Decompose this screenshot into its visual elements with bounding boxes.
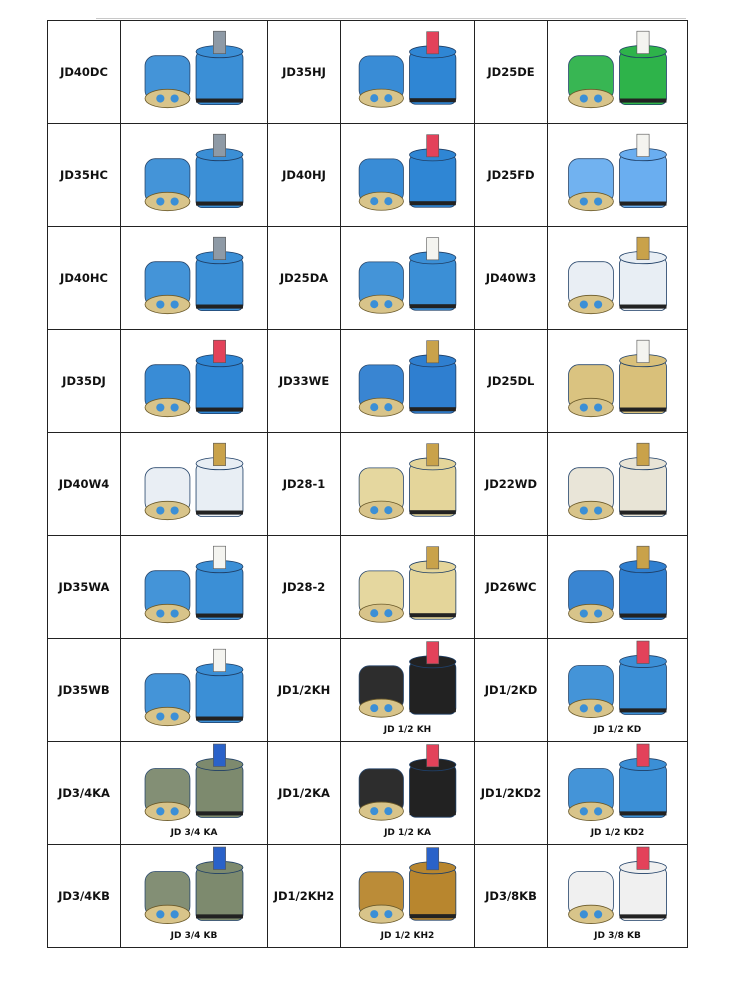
- cartridge-side-view: [196, 744, 243, 817]
- cartridge-photo-cell: [121, 21, 268, 124]
- cartridge-face-view: [569, 571, 614, 623]
- cartridge-face-view: [145, 674, 190, 726]
- cartridge-side-view: [410, 547, 456, 620]
- cartridge-photo: [341, 330, 474, 432]
- cartridge-side-view: [196, 546, 243, 619]
- photo-caption: JD 1/2 KD2: [590, 828, 645, 838]
- model-code: JD40DC: [48, 21, 121, 124]
- cartridge-photo-cell: [548, 536, 688, 639]
- model-code: JD25FD: [475, 124, 548, 227]
- model-code: JD35DJ: [48, 330, 121, 433]
- model-code: JD25DA: [268, 227, 341, 330]
- model-code: JD35HC: [48, 124, 121, 227]
- cartridge-photo: [548, 21, 687, 123]
- model-code: JD33WE: [268, 330, 341, 433]
- cartridge-side-view: [410, 642, 456, 715]
- cartridge-photo-cell: [341, 536, 475, 639]
- cartridge-face-view: [569, 666, 614, 718]
- catalog-row: [48, 639, 688, 742]
- cartridge-photo-cell: [548, 845, 688, 948]
- model-code: JD3/8KB: [475, 845, 548, 948]
- cartridge-face-view: [145, 872, 190, 924]
- model-code: JD3/4KA: [48, 742, 121, 845]
- cartridge-side-view: [410, 341, 456, 414]
- catalog-row: [48, 227, 688, 330]
- cartridge-side-view: [196, 31, 243, 104]
- cartridge-side-view: [620, 847, 667, 920]
- cartridge-side-view: [196, 340, 243, 413]
- catalog-row: [48, 330, 688, 433]
- photo-caption: JD 1/2 KA: [384, 828, 431, 838]
- cartridge-photo: [548, 330, 687, 432]
- cartridge-face-view: [569, 262, 614, 314]
- cartridge-photo-cell: [548, 124, 688, 227]
- cartridge-photo-cell: [341, 330, 475, 433]
- model-code: JD1/2KD2: [475, 742, 548, 845]
- cartridge-photo-cell: [121, 227, 268, 330]
- cartridge-side-view: [410, 848, 456, 921]
- cartridge-photo-cell: [548, 330, 688, 433]
- photo-caption: JD 3/4 KA: [170, 828, 218, 838]
- cartridge-photo: [121, 330, 267, 432]
- model-code: JD25DE: [475, 21, 548, 124]
- cartridge-face-view: [569, 56, 614, 108]
- cartridge-photo: [548, 227, 687, 329]
- model-code: JD40W4: [48, 433, 121, 536]
- catalog-row: [48, 124, 688, 227]
- cartridge-photo-cell: [121, 845, 268, 948]
- cartridge-face-view: [359, 262, 403, 313]
- model-code: JD40HJ: [268, 124, 341, 227]
- catalog-row: [48, 21, 688, 124]
- cartridge-photo-cell: [121, 330, 268, 433]
- cartridge-photo: [341, 433, 474, 535]
- cartridge-photo-cell: [548, 742, 688, 845]
- cartridge-face-view: [569, 872, 614, 924]
- cartridge-face-view: [145, 365, 190, 417]
- cartridge-photo: [121, 536, 267, 638]
- model-code: JD35WA: [48, 536, 121, 639]
- model-code: JD28-1: [268, 433, 341, 536]
- cartridge-side-view: [620, 546, 667, 619]
- cartridge-side-view: [620, 237, 667, 310]
- cartridge-photo: [341, 124, 474, 226]
- cartridge-photo-cell: [121, 536, 268, 639]
- cartridge-side-view: [620, 134, 667, 207]
- model-code: JD28-2: [268, 536, 341, 639]
- cartridge-photo-cell: [121, 742, 268, 845]
- cartridge-side-view: [620, 31, 667, 104]
- cartridge-photo-cell: [341, 742, 475, 845]
- cartridge-photo: [341, 227, 474, 329]
- model-code: JD1/2KA: [268, 742, 341, 845]
- cartridge-side-view: [196, 649, 243, 722]
- cartridge-face-view: [145, 262, 190, 314]
- cartridge-photo-cell: [341, 845, 475, 948]
- cartridge-photo: [121, 639, 267, 741]
- cartridge-photo-cell: [341, 21, 475, 124]
- model-code: JD25DL: [475, 330, 548, 433]
- cartridge-photo-cell: [341, 124, 475, 227]
- cartridge-face-view: [145, 468, 190, 520]
- cartridge-photo: [548, 124, 687, 226]
- photo-caption: JD 1/2 KH: [383, 725, 432, 735]
- photo-caption: JD 1/2 KD: [593, 725, 642, 735]
- cartridge-photo-cell: [121, 433, 268, 536]
- model-code: JD40W3: [475, 227, 548, 330]
- cartridge-face-view: [145, 769, 190, 821]
- model-code: JD22WD: [475, 433, 548, 536]
- model-code: JD40HC: [48, 227, 121, 330]
- cartridge-side-view: [410, 135, 456, 208]
- cartridge-photo-cell: [121, 124, 268, 227]
- cartridge-side-view: [196, 134, 243, 207]
- model-code: JD35WB: [48, 639, 121, 742]
- cartridge-side-view: [620, 744, 667, 817]
- cartridge-face-view: [359, 468, 403, 519]
- cartridge-catalog-table: [47, 20, 688, 948]
- model-code: JD3/4KB: [48, 845, 121, 948]
- cartridge-photo-cell: [341, 433, 475, 536]
- model-code: JD35HJ: [268, 21, 341, 124]
- cartridge-side-view: [196, 237, 243, 310]
- model-code: JD1/2KH: [268, 639, 341, 742]
- cartridge-side-view: [196, 847, 243, 920]
- cartridge-side-view: [196, 443, 243, 516]
- catalog-row: [48, 433, 688, 536]
- cartridge-photo: [121, 21, 267, 123]
- cartridge-face-view: [569, 769, 614, 821]
- cartridge-side-view: [620, 641, 667, 714]
- cartridge-photo: [121, 433, 267, 535]
- catalog-row: [48, 845, 688, 948]
- cartridge-photo: [121, 124, 267, 226]
- cartridge-face-view: [145, 571, 190, 623]
- catalog-row: [48, 536, 688, 639]
- cartridge-face-view: [569, 159, 614, 211]
- cartridge-face-view: [145, 159, 190, 211]
- cartridge-face-view: [359, 769, 403, 820]
- cartridge-side-view: [410, 444, 456, 517]
- cartridge-face-view: [359, 571, 403, 622]
- cartridge-photo: [341, 536, 474, 638]
- cartridge-face-view: [145, 56, 190, 108]
- cartridge-face-view: [569, 468, 614, 520]
- cartridge-face-view: [359, 365, 403, 416]
- cartridge-photo-cell: [548, 227, 688, 330]
- cartridge-face-view: [569, 365, 614, 417]
- cartridge-side-view: [410, 32, 456, 105]
- model-code: JD1/2KD: [475, 639, 548, 742]
- cartridge-photo: [121, 227, 267, 329]
- photo-caption: JD 1/2 KH2: [380, 931, 435, 941]
- cartridge-photo: [548, 536, 687, 638]
- cartridge-photo-cell: [121, 639, 268, 742]
- photo-caption: JD 3/4 KB: [170, 931, 218, 941]
- cartridge-photo: [548, 433, 687, 535]
- cartridge-side-view: [410, 238, 456, 311]
- cartridge-side-view: [410, 745, 456, 818]
- cartridge-face-view: [359, 56, 403, 107]
- model-code: JD1/2KH2: [268, 845, 341, 948]
- top-rule: [96, 18, 686, 19]
- cartridge-side-view: [620, 443, 667, 516]
- cartridge-face-view: [359, 666, 403, 717]
- photo-caption: JD 3/8 KB: [594, 931, 641, 941]
- catalog-row: [48, 742, 688, 845]
- cartridge-face-view: [359, 159, 403, 210]
- cartridge-photo-cell: [548, 21, 688, 124]
- model-code: JD26WC: [475, 536, 548, 639]
- cartridge-face-view: [359, 872, 403, 923]
- cartridge-photo-cell: [548, 433, 688, 536]
- cartridge-photo-cell: [341, 639, 475, 742]
- cartridge-photo-cell: [341, 227, 475, 330]
- cartridge-photo: [341, 21, 474, 123]
- cartridge-side-view: [620, 340, 667, 413]
- cartridge-photo-cell: [548, 639, 688, 742]
